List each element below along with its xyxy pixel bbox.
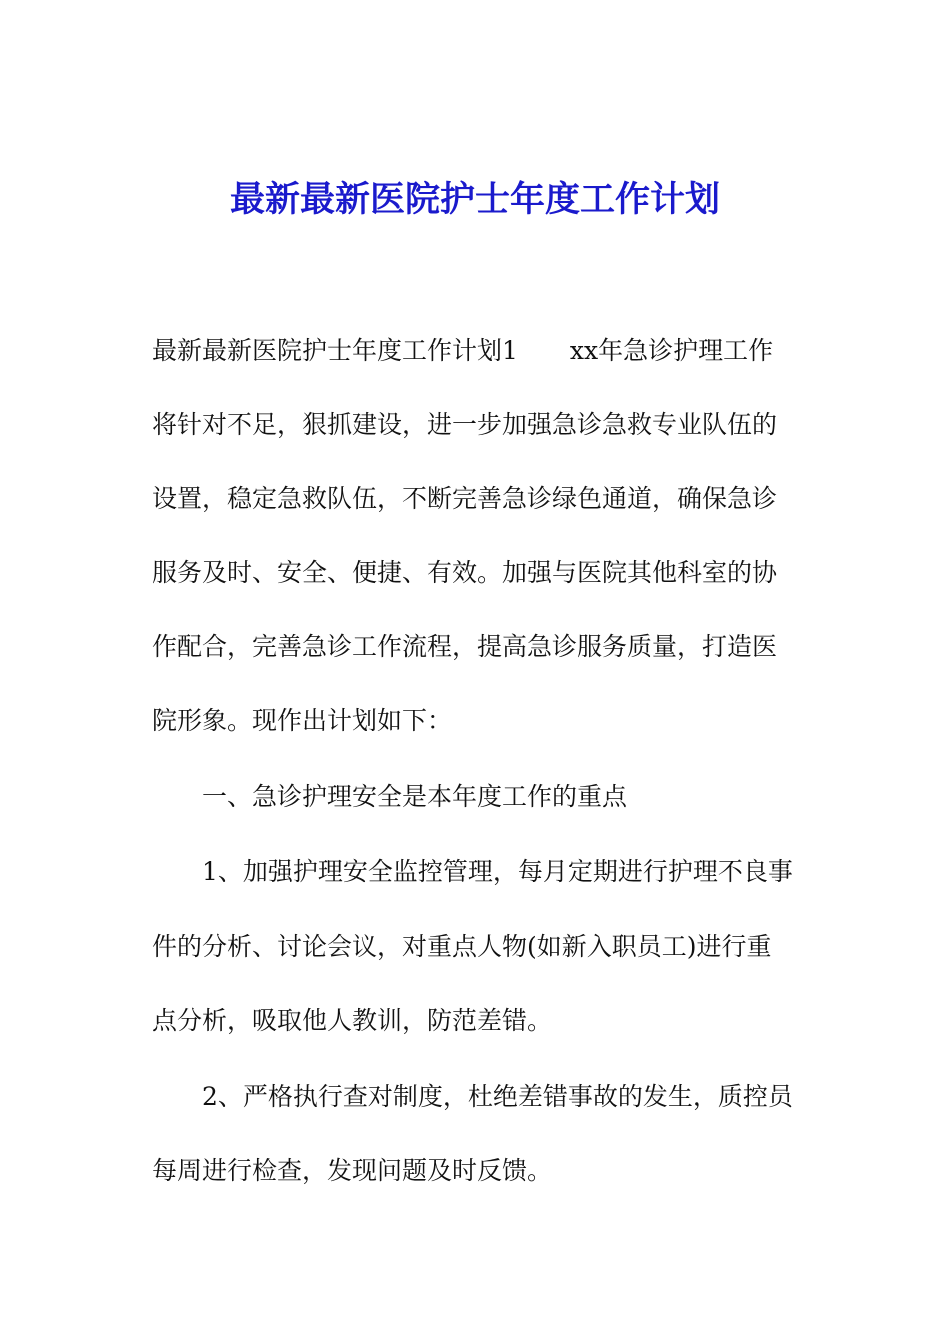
list-item-line: 1、加强护理安全监控管理，每月定期进行护理不良事: [202, 857, 793, 886]
paragraph-lead-cont: xx年急诊护理工作: [569, 336, 774, 365]
list-item-line: 每周进行检查，发现问题及时反馈。: [152, 1156, 553, 1185]
document-title: 最新最新医院护士年度工作计划: [229, 179, 720, 220]
paragraph-line: 将针对不足，狠抓建设，进一步加强急诊急救专业队伍的: [152, 410, 778, 439]
paragraph-lead: 最新最新医院护士年度工作计划1: [152, 336, 518, 365]
section-heading: 一、急诊护理安全是本年度工作的重点: [202, 782, 628, 811]
paragraph-line: 作配合，完善急诊工作流程，提高急诊服务质量，打造医: [152, 632, 778, 661]
paragraph-line: 服务及时、安全、便捷、有效。加强与医院其他科室的协: [152, 558, 778, 587]
paragraph-line: 设置，稳定急救队伍，不断完善急诊绿色通道，确保急诊: [152, 484, 778, 513]
paragraph-line: 院形象。现作出计划如下：: [152, 706, 453, 735]
list-item-line: 2、严格执行查对制度，杜绝差错事故的发生，质控员: [202, 1082, 793, 1111]
list-item-line: 点分析，吸取他人教训，防范差错。: [152, 1006, 553, 1035]
list-item-line: 件的分析、讨论会议，对重点人物(如新入职员工)进行重: [152, 932, 772, 961]
paragraph-line: [152, 334, 773, 368]
